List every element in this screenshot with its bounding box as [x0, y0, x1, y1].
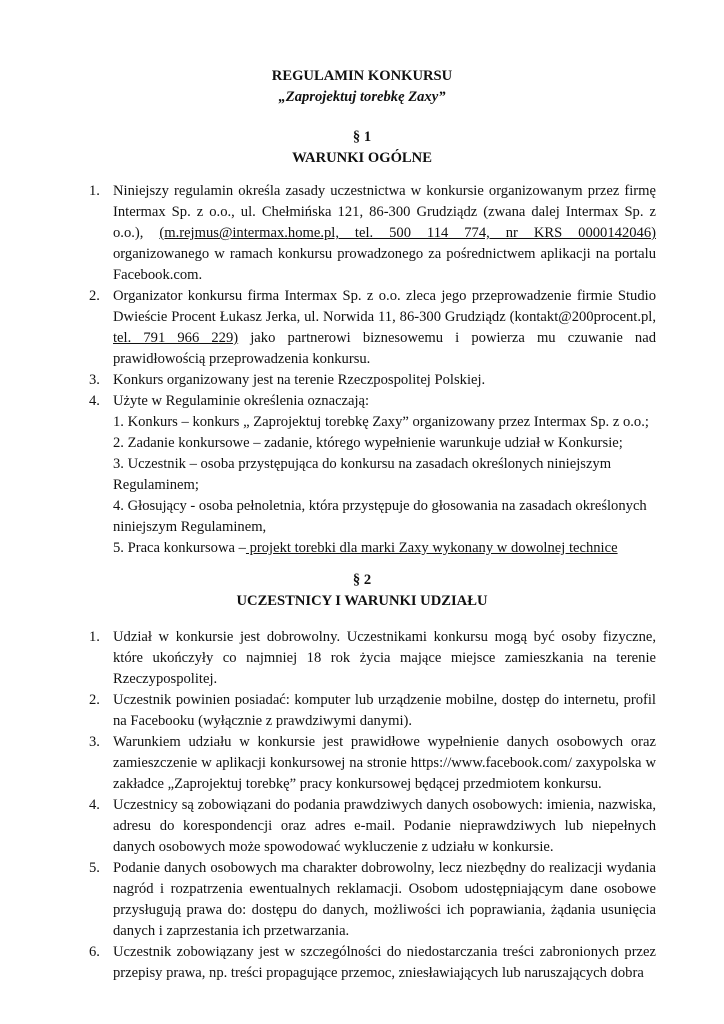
item-text: Organizator konkursu firma Intermax Sp. z o.o. zleca jego przeprowadzenie firmie Studio Dwieście Procent Łukasz Jerka, ul. Norwida 11, 86-300 Grudziądz (kontakt@200procent.pl,	[113, 288, 656, 325]
definition-link[interactable]: projekt torebki dla marki Zaxy wykonany w dowolnej technice	[245, 540, 618, 556]
item-text: organizowanego w ramach konkursu prowadzonego za pośrednictwem aplikacji na portalu Facebook.com.	[113, 246, 656, 283]
item-number: 5.	[89, 860, 100, 876]
item-number: 1.	[89, 629, 100, 645]
section-1-list	[0, 181, 724, 559]
list-item	[0, 858, 656, 942]
definition-item: 2. Zadanie konkursowe – zadanie, którego wypełnienie warunkuje udział w Konkursie;	[113, 435, 623, 451]
section-1-number: § 1	[352, 129, 372, 145]
document-subtitle: „Zaprojektuj torebkę Zaxy”	[278, 89, 446, 105]
item-text: Uczestnik powinien posiadać: komputer lub urządzenie mobilne, dostęp do internetu, profil na Facebooku (wyłącznie z prawdziwymi danymi).	[113, 692, 656, 729]
list-item	[0, 942, 656, 984]
list-item	[0, 181, 656, 286]
list-item	[0, 795, 656, 858]
item-text: Udział w konkursie jest dobrowolny. Uczestnikami konkursu mogą być osoby fizyczne, które ukończyły co najmniej 18 rok życia mające miejsce zamieszkania na terenie Rzeczypospolitej.	[113, 629, 656, 687]
contact-link[interactable]: (m.rejmus@intermax.home.pl, tel. 500 114 774, nr KRS 0000142046)	[159, 225, 656, 241]
definition-prefix: 5. Praca konkursowa –	[113, 540, 246, 556]
list-item	[0, 627, 656, 690]
item-text: Uczestnik zobowiązany jest w szczególności do niedostarczania treści zabronionych przez przepisy prawa, np. treści propagujące przemoc, zniesławiających lub naruszających dobra	[113, 944, 656, 981]
item-number: 1.	[89, 183, 100, 199]
item-number: 3.	[89, 372, 100, 388]
list-item	[0, 286, 656, 370]
definition-item: 3. Uczestnik – osoba przystępująca do konkursu na zasadach określonych niniejszym Regulaminem;	[113, 456, 612, 493]
list-item	[0, 370, 656, 391]
definition-item	[113, 538, 656, 559]
definition-item: 4. Głosujący - osoba pełnoletnia, która przystępuje do głosowania na zasadach określonych niniejszym Regulaminem,	[113, 498, 647, 535]
item-text: Konkurs organizowany jest na terenie Rzeczpospolitej Polskiej.	[113, 372, 486, 388]
list-item	[0, 690, 656, 732]
item-number: 2.	[89, 692, 100, 708]
section-2-heading: UCZESTNICY I WARUNKI UDZIAŁU	[236, 593, 488, 609]
section-1-heading: WARUNKI OGÓLNE	[292, 150, 432, 166]
item-text: Uczestnicy są zobowiązani do podania prawdziwych danych osobowych: imienia, nazwiska, adresu do korespondencji oraz adres e-mail. Podanie nieprawdziwych lub niepełnych danych osobowych może spowodować wykluczenie z udziału w konkursie.	[113, 797, 656, 855]
item-number: 4.	[89, 797, 100, 813]
item-text: Warunkiem udziału w konkursie jest prawidłowe wypełnienie danych osobowych oraz zamieszczenie w aplikacji konkursowej na stronie https://www.facebook.com/ zaxypolska w zakładce „Zaprojektuj torebkę” pracy konkursowej będącej przedmiotem konkursu.	[113, 734, 656, 792]
item-number: 6.	[89, 944, 100, 960]
item-number: 4.	[89, 393, 100, 409]
item-number: 3.	[89, 734, 100, 750]
item-number: 2.	[89, 288, 100, 304]
item-text: Niniejszy regulamin określa zasady uczestnictwa w konkursie organizowanym przez firmę Intermax Sp. z o.o., ul. Chełmińska 121, 86-300 Grudziądz (zwana dalej Intermax Sp. z o.o.),	[113, 183, 656, 241]
list-item	[0, 391, 656, 559]
document-title: REGULAMIN KONKURSU	[271, 68, 453, 84]
section-2-list	[0, 627, 724, 984]
section-2-number: § 2	[352, 572, 372, 588]
item-text: Użyte w Regulaminie określenia oznaczają:	[113, 393, 370, 409]
list-item	[0, 732, 656, 795]
item-text: jako partnerowi biznesowemu i powierza mu czuwanie nad prawidłowością przeprowadzenia konkursu.	[113, 330, 656, 367]
item-text: Podanie danych osobowych ma charakter dobrowolny, lecz niezbędny do realizacji wydania nagród i rozpatrzenia ewentualnych reklamacji. Osobom udostępniającym dane osobowe przysługują prawa do: dostępu do danych, możliwości ich poprawiania, żądania usunięcia danych i zaprzestania ich przetwarzania.	[113, 860, 656, 939]
contact-link[interactable]: tel. 791 966 229)	[113, 330, 239, 346]
definition-item: 1. Konkurs – konkurs „ Zaprojektuj torebkę Zaxy” organizowany przez Intermax Sp. z o.o.;	[113, 414, 649, 430]
